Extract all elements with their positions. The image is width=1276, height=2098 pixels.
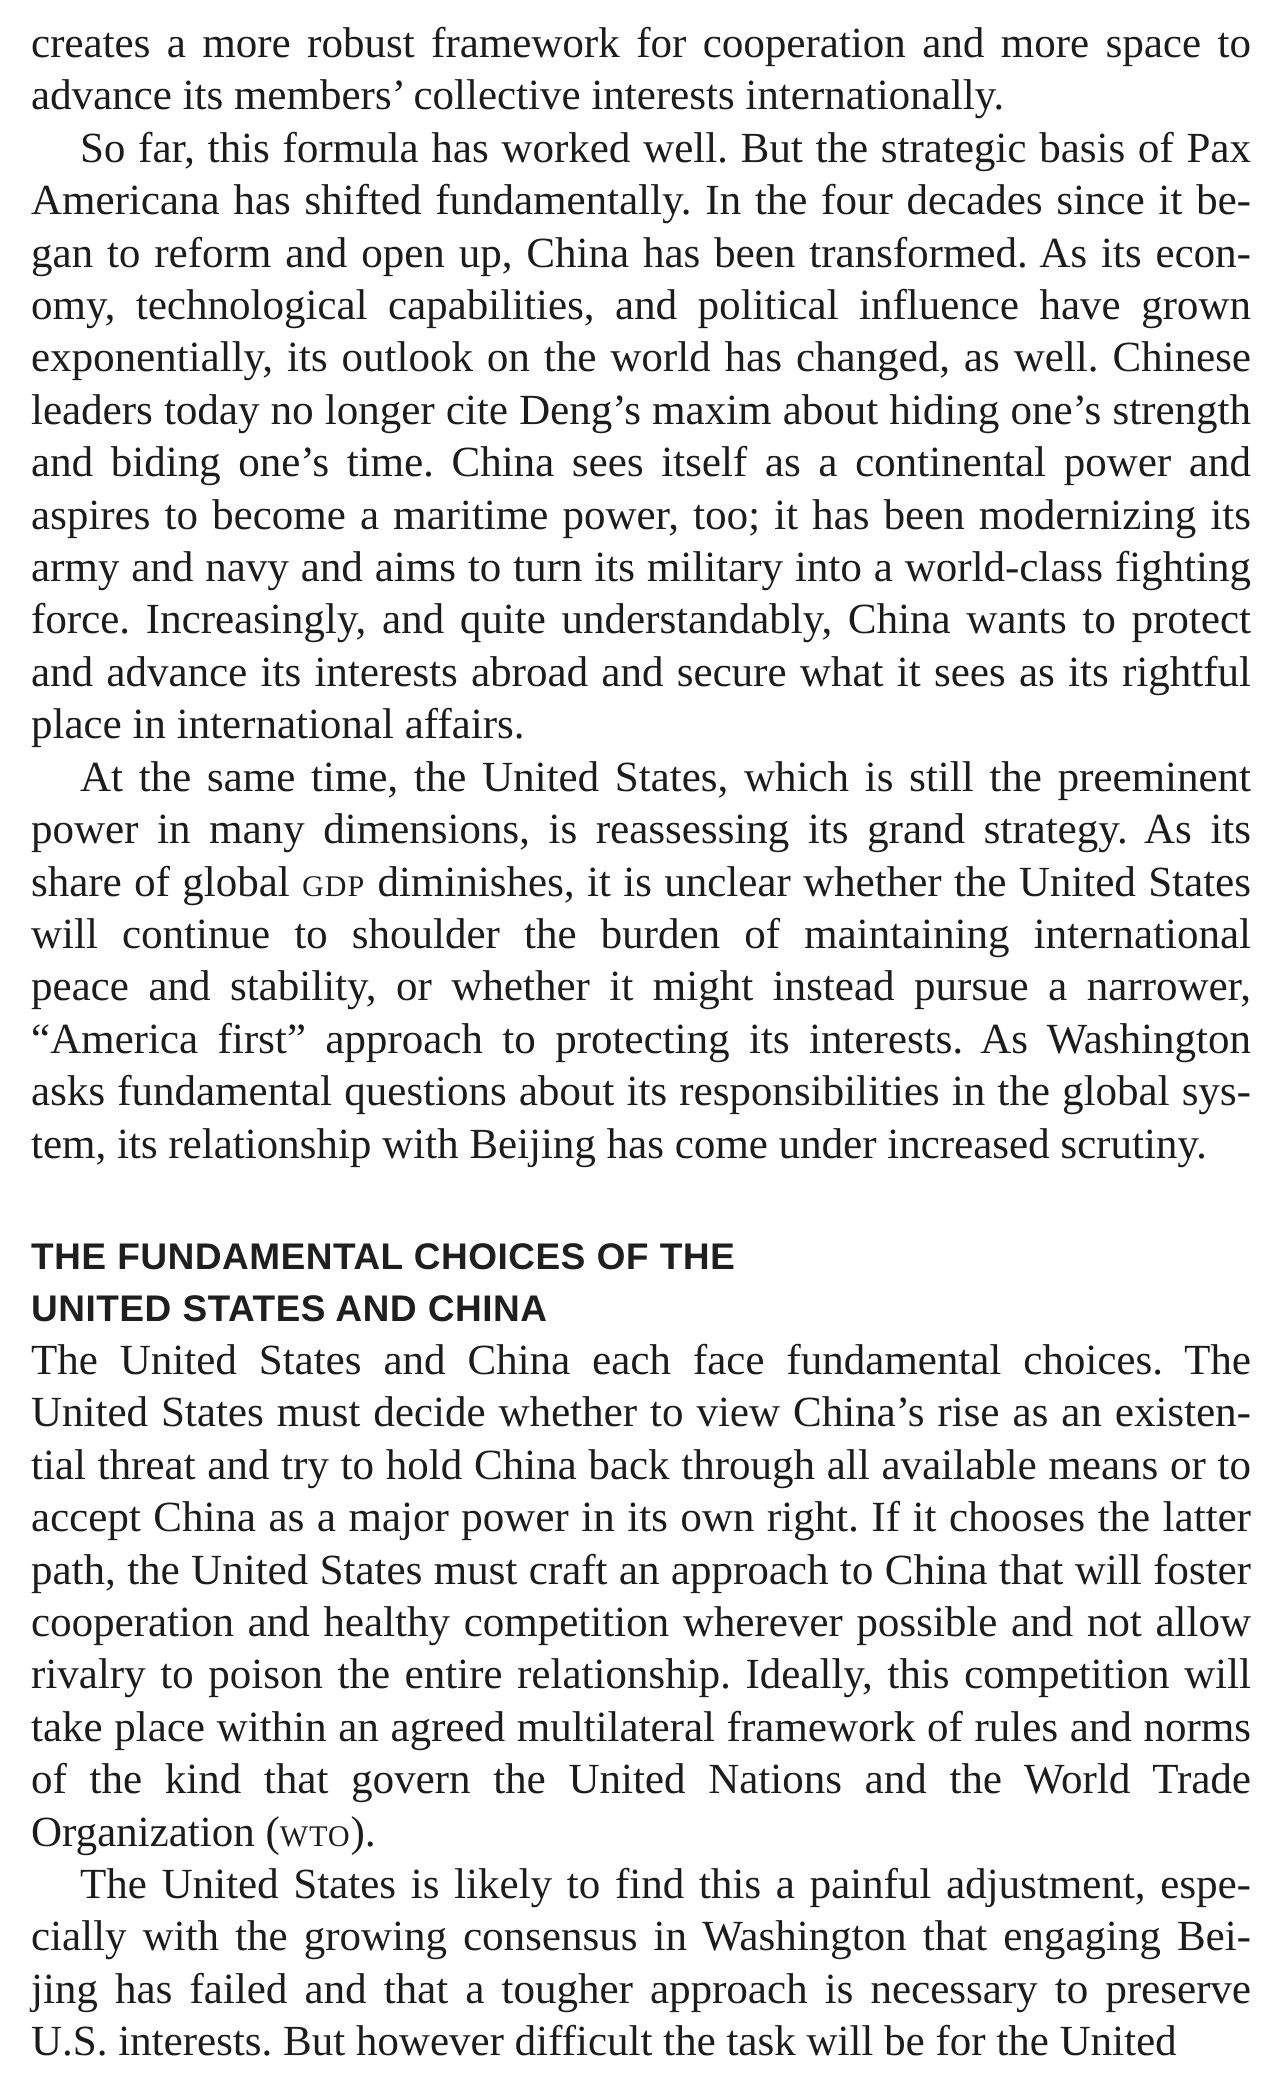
section-heading [31, 1231, 1251, 1335]
document-page [31, 18, 1251, 2069]
paragraph-text: ). [350, 1808, 376, 1856]
body-paragraph [31, 1335, 1251, 1859]
paragraph-text: At the same time, the United States, which is still the preeminent power in many dimensions, is reassessing its grand strategy. As its share of global [31, 753, 1251, 906]
paragraph-text: The United States and China each face fundamental choices. The United States must decide whether to view China’s rise as an existential threat and try to hold China back through all available means or to accept China as a major power in its own right. If it chooses the latter path, the United States must craft an approach to China that will foster cooperation and healthy competition wherever possible and not allow rivalry to poison the entire relationship. Ideally, this competition will take place within an agreed multilateral framework of rules and norms of the kind that govern the United Nations and the World Trade Organization ( [31, 1336, 1251, 1856]
body-paragraph-continued: creates a more robust framework for cooperation and more space to advance its members’ collective interests internationally. [31, 20, 1251, 120]
paragraph-text: diminishes, it is unclear whether the United States will continue to shoulder the burden of maintaining international peace and stability, or whether it might instead pursue a narrower, “America first” approach to protecting its interests. As Washington asks fundamental questions about its responsibilities in the global system, its relationship with Beijing has come under increased scrutiny. [31, 858, 1251, 1168]
section-heading-line: UNITED STATES AND CHINA [31, 1287, 548, 1329]
body-paragraph: So far, this formula has worked well. But the strategic basis of Pax Americana has shifted fundamentally. In the four decades since it began to reform and open up, China has been transformed. As its economy, technological capabilities, and political influence have grown exponentially, its outlook on the world has changed, as well. Chinese leaders today no longer cite Deng’s maxim about hiding one’s strength and biding one’s time. China sees itself as a continental power and aspires to become a maritime power, too; it has been modernizing its army and navy and aims to turn its military into a world-class fighting force. Increasingly, and quite understandably, China wants to protect and advance its interests abroad and secure what it sees as its rightful place in international affairs. [31, 124, 1251, 749]
abbreviation: gdp [302, 858, 366, 906]
body-paragraph: The United States is likely to find this a painful adjustment, especially with the growing consensus in Washington that engaging Beijing has failed and that a tougher approach is necessary to preserve U.S. interests. But however difficult the task will be for the United [31, 1861, 1251, 2066]
section-heading-line: THE FUNDAMENTAL CHOICES OF THE [31, 1235, 736, 1277]
body-paragraph [31, 752, 1251, 1171]
abbreviation: wto [279, 1808, 351, 1856]
